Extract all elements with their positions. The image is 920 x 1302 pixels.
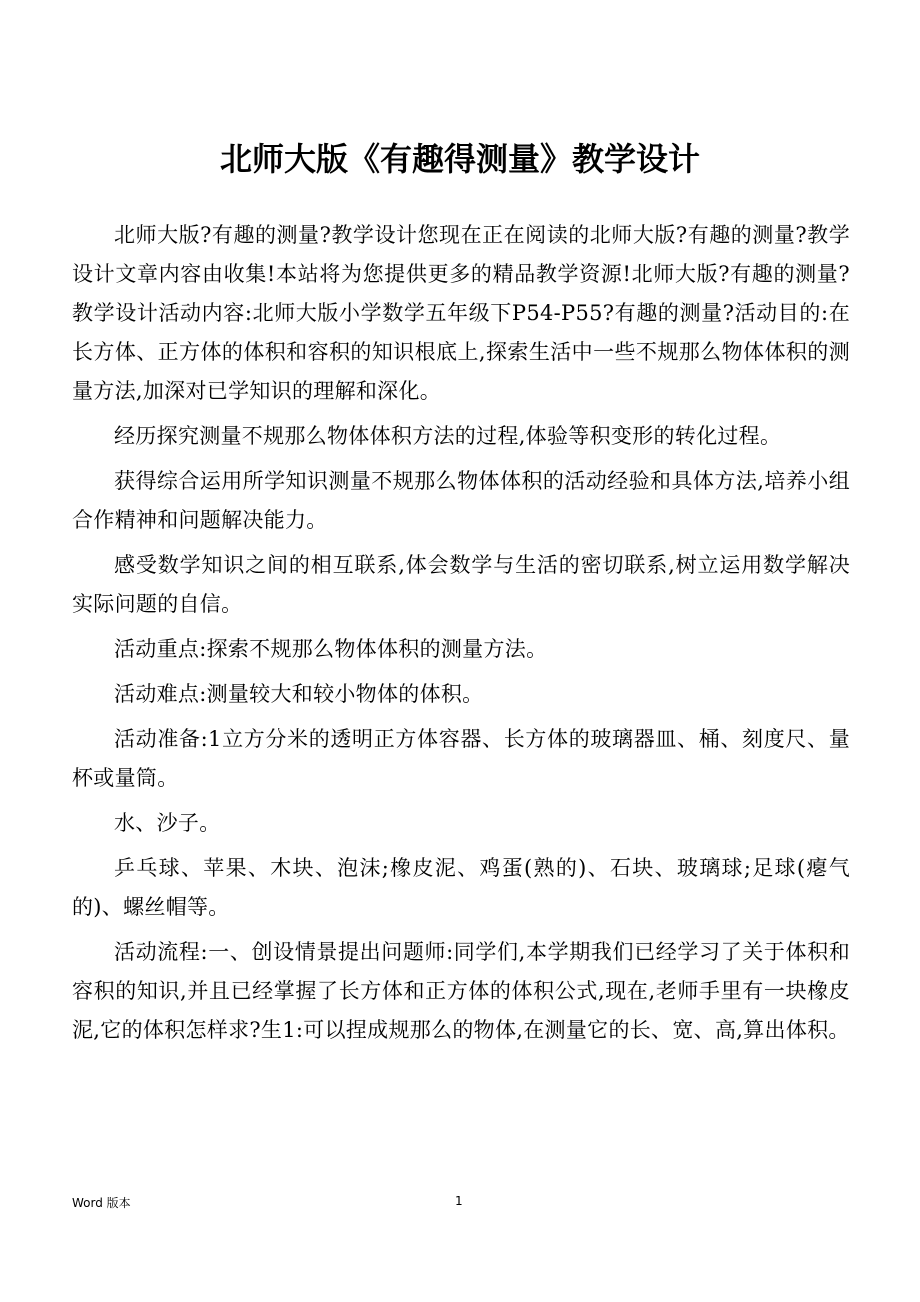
- paragraph: 感受数学知识之间的相互联系,体会数学与生活的密切联系,树立运用数学解决实际问题的自信。: [72, 553, 850, 616]
- paragraph: 活动难点:测量较大和较小物体的体积。: [114, 682, 484, 706]
- paragraph: 活动准备:1立方分米的透明正方体容器、长方体的玻璃器皿、桶、刻度尺、量杯或量筒。: [72, 727, 850, 790]
- paragraph: 活动流程:一、创设情景提出问题师:同学们,本学期我们已经学习了关于体积和容积的知识,并且已经掌握了长方体和正方体的体积公式,现在,老师手里有一块橡皮泥,它的体积怎样求?生1:可以捏成规那么的物体,在测量它的长、宽、高,算出体积。: [72, 940, 850, 1042]
- paragraph: 经历探究测量不规那么物体体积方法的过程,体验等积变形的转化过程。: [114, 424, 782, 448]
- footer-label: Word 版本: [72, 1196, 131, 1210]
- paragraph: 北师大版?有趣的测量?教学设计您现在正在阅读的北师大版?有趣的测量?教学设计文章内容由收集!本站将为您提供更多的精品教学资源!北师大版?有趣的测量?教学设计活动内容:北师大版小学数学五年级下P54-P55?有趣的测量?活动目的:在长方体、正方体的体积和容积的知识根底上,探索生活中一些不规那么物体体积的测量方法,加深对已学知识的理解和深化。: [72, 223, 850, 403]
- page-number: 1: [455, 1194, 463, 1208]
- paragraph: 水、沙子。: [114, 811, 221, 835]
- paragraph: 获得综合运用所学知识测量不规那么物体体积的活动经验和具体方法,培养小组合作精神和问题解决能力。: [72, 469, 850, 532]
- document-title: 北师大版《有趣得测量》教学设计: [219, 140, 700, 178]
- document-body: [72, 216, 850, 1056]
- paragraph: 乒乓球、苹果、木块、泡沫;橡皮泥、鸡蛋(熟的)、石块、玻璃球;足球(瘪气的)、螺丝帽等。: [72, 856, 850, 919]
- paragraph: 活动重点:探索不规那么物体体积的测量方法。: [114, 637, 548, 661]
